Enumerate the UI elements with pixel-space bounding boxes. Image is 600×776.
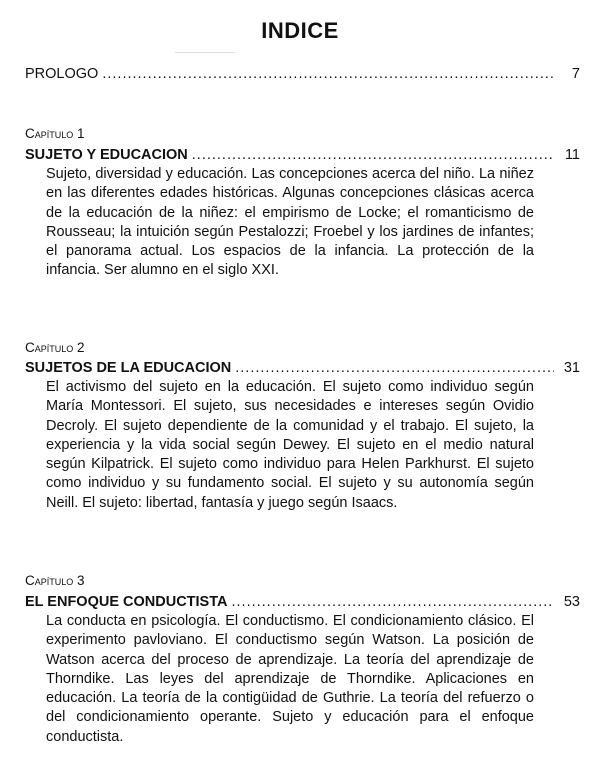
chapter-heading: EL ENFOQUE CONDUCTISTA — [25, 594, 228, 610]
dot-leader — [231, 592, 554, 612]
toc-page-number: 11 — [564, 147, 580, 163]
dot-leader — [192, 145, 554, 165]
toc-entry-chapter-3 — [25, 592, 580, 612]
dot-leader — [102, 64, 554, 84]
toc-entry-label: PROLOGO — [25, 66, 99, 82]
chapter-heading: SUJETO Y EDUCACION — [25, 147, 188, 163]
chapter-description: El activismo del sujeto en la educación. El sujeto como individuo según María Montessori. El sujeto, sus necesidades e intereses según Ovidio Decroly. El sujeto dependiente de la comunidad y el trabajo. El sujeto, la experiencia y la vida social según Dewey. El sujeto en el medio natural según Kilpatrick. El sujeto como individuo para Helen Parkhurst. El sujeto como individuo y su fundamento social. El sujeto y su autonomía según Neill. El sujeto: libertad, fantasía y juego según Isaacs. — [46, 379, 534, 511]
scan-mark — [175, 52, 235, 53]
chapter-description: La conducta en psicología. El conductismo. El condicionamiento clásico. El experimento pavloviano. El conductismo según Watson. La posición de Watson acerca del proceso de aprendizaje. La teoría del aprendizaje de Thorndike. Las leyes del aprendizaje de Thorndike. Aplicaciones en educación. La teoría de la contigüidad de Guthrie. La teoría del refuerzo o del condicionamiento operante. Sujeto y educación para el enfoque conductista. — [46, 613, 534, 745]
chapter-heading: SUJETOS DE LA EDUCACION — [25, 360, 232, 376]
chapter-description: Sujeto, diversidad y educación. Las concepciones acerca del niño. La niñez en las diferentes edades históricas. Algunas concepciones clásicas acerca de la educación de la niñez: el empirismo de Locke; el romanticismo de Rousseau; la intuición según Pestalozzi; Froebel y los jardines de infantes; el panorama actual. Los espacios de la infancia. La protección de la infancia. Ser alumno en el siglo XXI. — [46, 166, 534, 279]
chapter-label: Capítulo 3 — [25, 573, 85, 588]
toc-entry-chapter-2 — [25, 358, 580, 378]
toc-page-number: 7 — [571, 66, 580, 82]
dot-leader — [235, 358, 554, 378]
toc-page-number: 53 — [563, 594, 580, 610]
toc-page-number: 31 — [563, 360, 580, 376]
page-title: INDICE — [261, 18, 339, 43]
chapter-label: Capítulo 2 — [25, 340, 85, 355]
chapter-label: Capítulo 1 — [25, 126, 85, 141]
toc-entry-prologue — [25, 64, 580, 84]
toc-entry-chapter-1 — [25, 145, 580, 165]
